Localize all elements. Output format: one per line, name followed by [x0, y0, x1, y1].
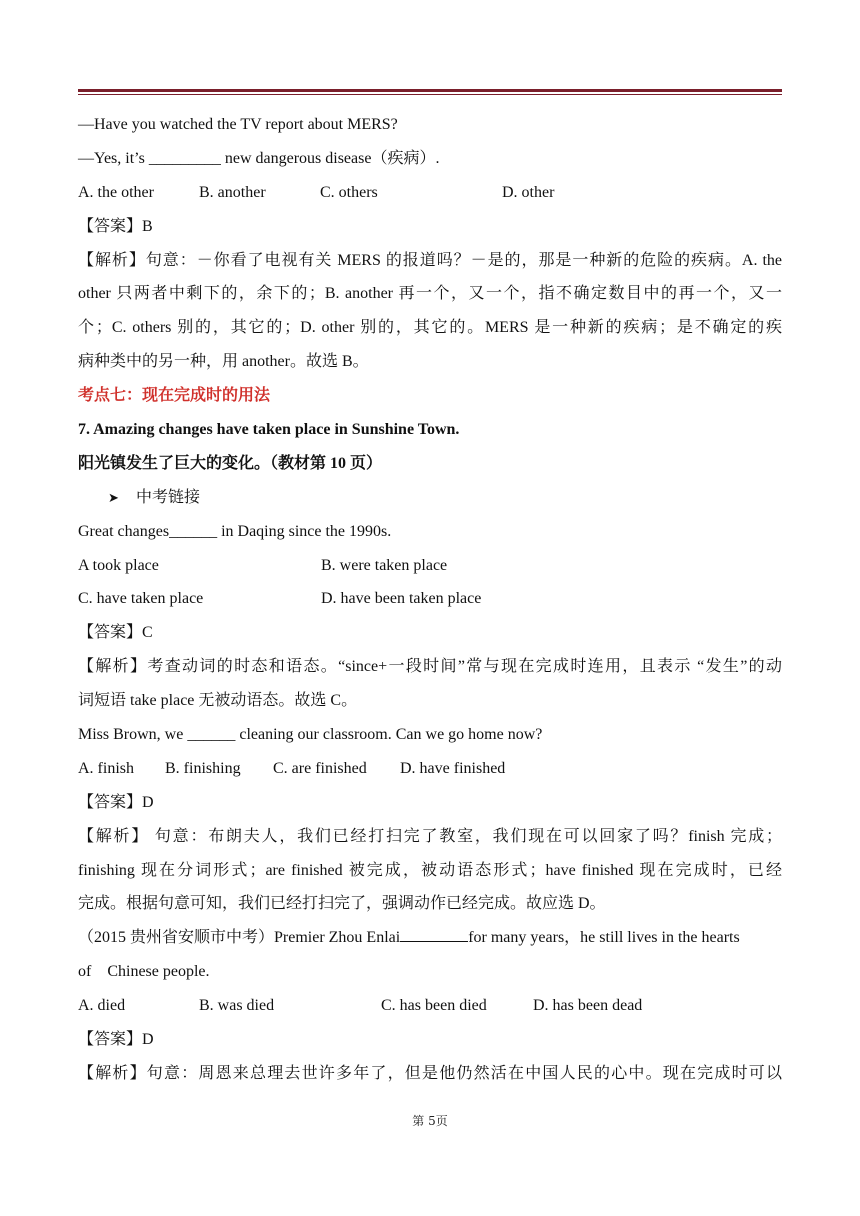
- page-number: 第 5页: [412, 1114, 448, 1128]
- q3-option-d: D. have finished: [400, 759, 506, 777]
- q3-explanation-2: finishing 现在分词形式；are finished 被完成，被动语态形式；have finished 现在完成时，已经: [78, 861, 782, 879]
- q3-option-c: C. are finished: [273, 759, 367, 777]
- q3-options: [78, 752, 782, 786]
- exam-link-label: 中考链接: [136, 488, 201, 506]
- key-sentence-english: 7. Amazing changes have taken place in Sunshine Town.: [78, 421, 460, 439]
- header-rule-thin: [78, 94, 782, 95]
- q1-dialogue-line-2: —Yes, it’s _________ new dangerous disease（疾病）.: [78, 149, 440, 167]
- q3-option-b: B. finishing: [165, 759, 241, 777]
- q1-option-c: C. others: [320, 183, 378, 201]
- q3-question: Miss Brown, we ______ cleaning our classroom. Can we go home now?: [78, 726, 543, 744]
- q4-options: [78, 989, 782, 1023]
- q3-explanation-1: 【解析】 句意：布朗夫人，我们已经打扫完了教室，我们现在可以回家了吗？finish 完成；: [78, 827, 782, 845]
- header-rule-thick: [78, 89, 782, 92]
- q2-explanation-1: 【解析】考查动词的时态和语态。“since+一段时间”常与现在完成时连用，且表示 “发生”的动: [78, 658, 782, 676]
- key-sentence-chinese: 阳光镇发生了巨大的变化。（教材第 10 页）: [78, 454, 383, 472]
- q1-option-a: A. the other: [78, 183, 154, 201]
- q1-option-d: D. other: [502, 183, 555, 201]
- q2-option-b: B. were taken place: [321, 556, 448, 574]
- document-body: [78, 108, 782, 1091]
- q1-answer: 【答案】B: [78, 217, 153, 235]
- q4-explanation-1: 【解析】句意：周恩来总理去世许多年了，但是他仍然活在中国人民的心中。现在完成时可以: [78, 1064, 782, 1082]
- q4-blank: [400, 923, 468, 942]
- q2-answer: 【答案】C: [78, 624, 153, 642]
- q1-explanation-4: 病种类中的另一种，用 another。故选 B。: [78, 353, 369, 371]
- q1-explanation-3: 个；C. others 别的，其它的；D. other 别的，其它的。MERS 是一种新的疾病；是不确定的疾: [78, 319, 782, 337]
- q3-option-a: A. finish: [78, 759, 134, 777]
- section-heading: 考点七：现在完成时的用法: [78, 387, 271, 405]
- arrow-bullet-icon: ➤: [108, 489, 119, 505]
- q3-explanation-3: 完成。根据句意可知，我们已经打扫完了，强调动作已经完成。故应选 D。: [78, 895, 606, 913]
- q4-question-line-1: [78, 921, 782, 955]
- q1-explanation-2: other 只两者中剩下的，余下的；B. another 再一个，又一个，指不确定数目中的再一个，又一: [78, 285, 782, 303]
- q4-option-b: B. was died: [199, 997, 275, 1015]
- q1-explanation-1: 【解析】句意：－你看了电视有关 MERS 的报道吗？－是的，那是一种新的危险的疾病。A. the: [78, 251, 782, 269]
- q4-question-line-2: of Chinese people.: [78, 963, 210, 981]
- q2-options-row-1: [78, 549, 782, 583]
- q2-option-a: A took place: [78, 556, 159, 574]
- q1-option-b: B. another: [199, 183, 266, 201]
- q1-dialogue-line-1: —Have you watched the TV report about MERS?: [78, 116, 398, 133]
- q2-option-d: D. have been taken place: [321, 590, 482, 608]
- q2-explanation-2: 词短语 take place 无被动语态。故选 C。: [78, 692, 358, 710]
- q4-option-d: D. has been dead: [533, 997, 643, 1015]
- q2-options-row-2: [78, 582, 782, 616]
- q4-question-end: for many years，he still lives in the hearts: [468, 929, 740, 947]
- q4-option-c: C. has been died: [381, 997, 487, 1015]
- q4-question-start: （2015 贵州省安顺市中考）Premier Zhou Enlai: [78, 929, 401, 947]
- exam-link-item: [78, 481, 782, 515]
- q3-answer: 【答案】D: [78, 793, 154, 811]
- q2-option-c: C. have taken place: [78, 590, 204, 608]
- q4-answer: 【答案】D: [78, 1031, 154, 1049]
- q4-option-a: A. died: [78, 997, 126, 1015]
- q1-options: [78, 176, 782, 210]
- q2-question: Great changes______ in Daqing since the 1990s.: [78, 522, 392, 540]
